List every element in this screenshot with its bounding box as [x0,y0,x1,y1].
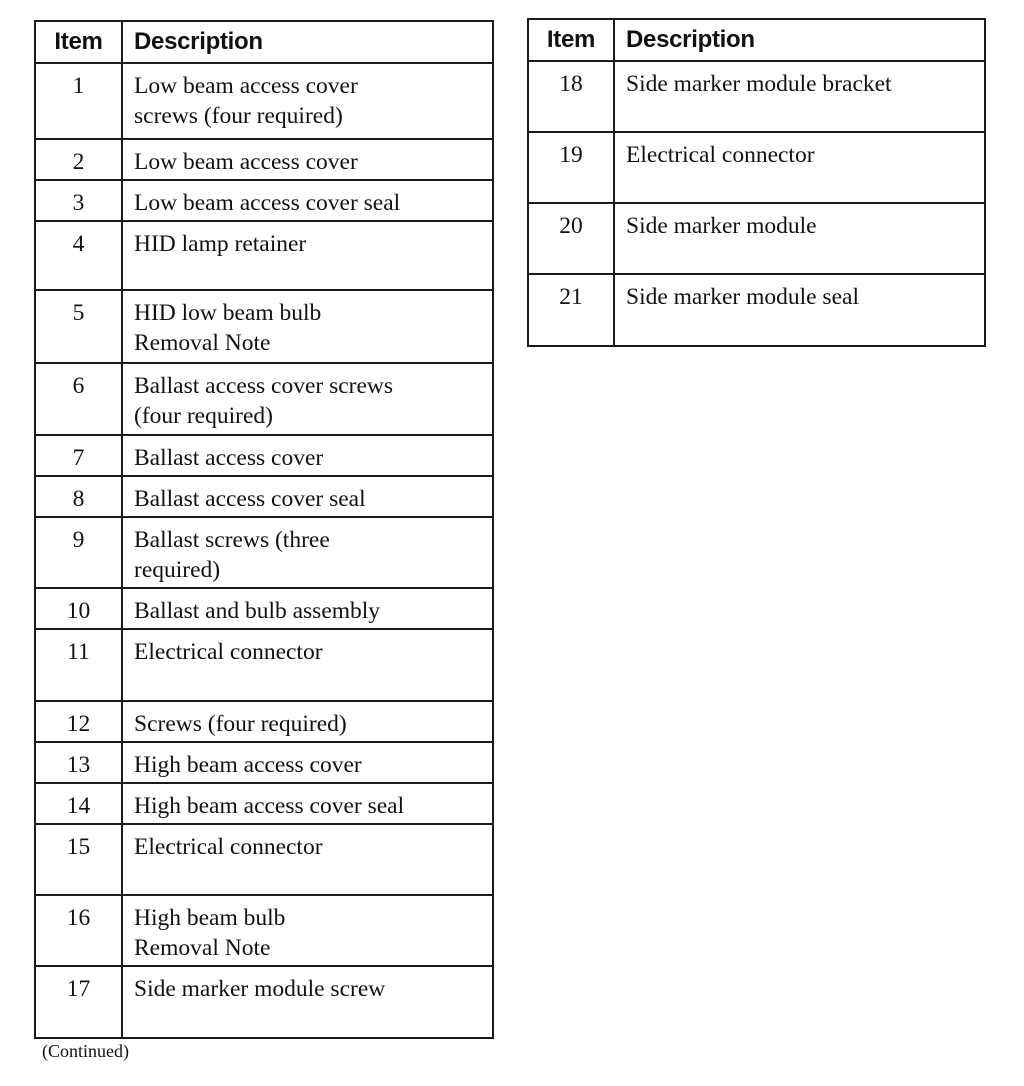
description-line: (four required) [134,403,273,429]
description-line: Electrical connector [134,834,323,860]
table-row [528,61,985,132]
parts-table-left [34,20,494,1039]
table-row [35,701,493,742]
table-row [35,180,493,221]
item-number: 9 [35,517,122,588]
table-row [528,274,985,346]
item-description [122,180,493,221]
item-number: 10 [35,588,122,629]
description-line: HID low beam bulb [134,300,322,326]
item-number: 17 [35,966,122,1038]
item-description [614,203,985,274]
table-row [35,588,493,629]
item-number: 6 [35,363,122,435]
description-line: Side marker module screw [134,976,386,1002]
description-line: Low beam access cover [134,149,358,175]
description-line: Screws (four required) [134,711,347,737]
parts-table-right [527,18,986,347]
item-number: 12 [35,701,122,742]
item-description [614,132,985,203]
item-description [122,783,493,824]
description-line: Low beam access cover [134,73,358,99]
description-line: Ballast and bulb assembly [134,598,381,624]
description-line: Ballast access cover [134,445,324,471]
table-row [35,221,493,290]
table-row [528,132,985,203]
item-description [122,824,493,895]
right-table-body [528,61,985,346]
description-line: Removal Note [134,935,271,961]
table-row [35,139,493,180]
item-number: 4 [35,221,122,290]
table-row [35,629,493,701]
table-row [35,895,493,966]
table-row [35,517,493,588]
table-row [35,363,493,435]
description-column-header: Description [122,21,493,63]
description-line: Electrical connector [134,639,323,665]
description-line: Ballast access cover screws [134,373,394,399]
description-line: Ballast access cover seal [134,486,366,512]
table-row [35,290,493,363]
table-row [35,966,493,1038]
description-line: HID lamp retainer [134,231,307,257]
header-row [35,21,493,63]
item-number: 11 [35,629,122,701]
table-row [35,435,493,476]
item-column-header: Item [35,21,122,63]
item-number: 14 [35,783,122,824]
description-column-header: Description [614,19,985,61]
description-line: screws (four required) [134,103,343,129]
item-number: 18 [528,61,614,132]
table-row [35,63,493,139]
description-line: Low beam access cover seal [134,190,401,216]
item-description [122,742,493,783]
item-description [122,221,493,290]
item-description [122,290,493,363]
item-description [122,139,493,180]
item-number: 2 [35,139,122,180]
item-column-header: Item [528,19,614,61]
item-number: 15 [35,824,122,895]
item-description [122,435,493,476]
item-description [122,63,493,139]
item-number: 7 [35,435,122,476]
table-row [35,476,493,517]
item-number: 19 [528,132,614,203]
item-description [122,363,493,435]
description-line: Ballast screws (three [134,527,330,553]
item-number: 20 [528,203,614,274]
item-description [122,517,493,588]
continued-note: (Continued) [42,1041,129,1061]
item-description [122,588,493,629]
description-line: Removal Note [134,330,271,356]
description-line: High beam access cover [134,752,362,778]
item-number: 3 [35,180,122,221]
item-description [614,61,985,132]
item-number: 21 [528,274,614,346]
left-table-body [35,63,493,1038]
item-description [122,476,493,517]
item-description [122,895,493,966]
header-row [528,19,985,61]
description-line: High beam bulb [134,905,286,931]
item-description [122,966,493,1038]
description-line: High beam access cover seal [134,793,405,819]
item-number: 5 [35,290,122,363]
item-number: 16 [35,895,122,966]
table-row [35,783,493,824]
description-line: Side marker module [626,213,817,239]
description-line: Side marker module bracket [626,71,892,97]
description-line: Electrical connector [626,142,815,168]
table-row [528,203,985,274]
item-description [614,274,985,346]
table-row [35,742,493,783]
description-line: required) [134,557,221,583]
item-number: 13 [35,742,122,783]
item-number: 1 [35,63,122,139]
item-description [122,629,493,701]
table-row [35,824,493,895]
item-number: 8 [35,476,122,517]
item-description [122,701,493,742]
description-line: Side marker module seal [626,284,859,310]
